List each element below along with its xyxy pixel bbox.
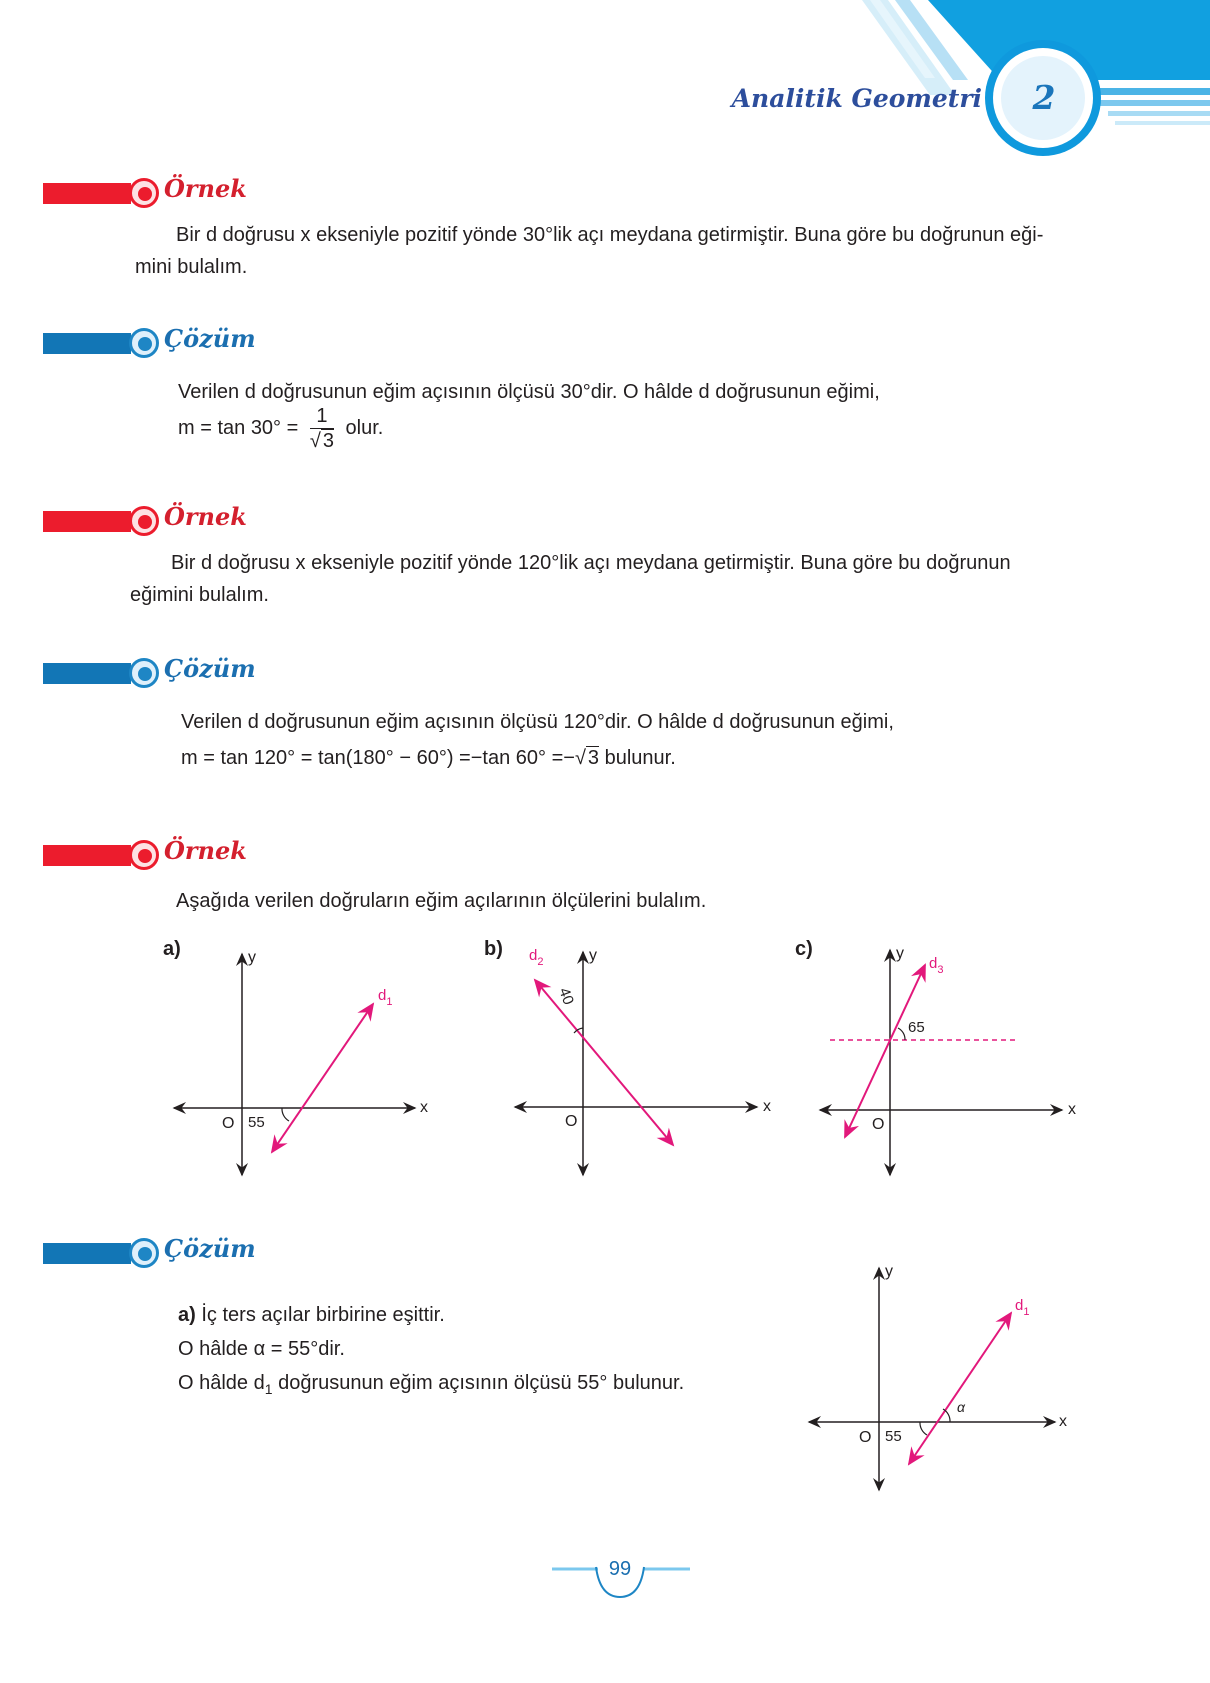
solution3-line2: O hâlde α = 55°dir. [178, 1338, 345, 1360]
angle-label: 55 [248, 1114, 265, 1131]
target-icon [129, 328, 159, 358]
y-axis-label: y [589, 947, 597, 964]
diagram-c-label: c) [795, 938, 813, 960]
solution-diagram [805, 1258, 1075, 1498]
diagram-a-label: a) [163, 938, 181, 960]
angle-label: 65 [908, 1019, 925, 1036]
section-label: Örnek [164, 836, 247, 865]
x-axis-label: x [763, 1098, 771, 1115]
header-title: Analitik Geometri [731, 84, 982, 113]
target-icon [129, 1238, 159, 1268]
line-label: $d_3$ [929, 955, 944, 976]
x-axis-label: x [1059, 1413, 1067, 1430]
origin-label: O [222, 1115, 235, 1132]
solution1-line1: Verilen d doğrusunun eğim açısının ölçüsü 30°dir. O hâlde d doğrusunun eğimi, [178, 381, 880, 403]
line-label: $d_1$ [378, 987, 393, 1008]
y-axis-label: y [896, 945, 904, 962]
example2-line2: eğimini bulalım. [130, 584, 269, 606]
alpha-label: α [957, 1399, 965, 1415]
line-label: $d_1$ [1015, 1297, 1030, 1318]
solution2-formula: m = tan 120° = tan(180° − 60°) =−tan 60° =−√ 3 bulunur. [181, 747, 676, 769]
example1-line1: Bir d doğrusu x ekseniyle pozitif yönde 30°lik açı meydana getirmiştir. Buna göre bu doğrunun eği- [176, 224, 1044, 246]
target-icon [129, 506, 159, 536]
y-axis-label: y [885, 1263, 893, 1280]
origin-label: O [872, 1116, 885, 1133]
solution1-formula: m = tan 30° = $\frac{1}{√ 3}$ olur. [178, 405, 384, 453]
diagram-b-label: b) [484, 938, 503, 960]
section-label: Çözüm [164, 324, 256, 353]
solution2-line1: Verilen d doğrusunun eğim açısının ölçüsü 120°dir. O hâlde d doğrusunun eğimi, [181, 711, 894, 733]
target-icon [129, 840, 159, 870]
section-label: Örnek [164, 502, 247, 531]
solution-header [43, 654, 303, 684]
angle-label: 40 [555, 985, 577, 1008]
page-number: 99 [608, 1558, 632, 1580]
angle-label: 55 [885, 1428, 902, 1445]
example1-line2: mini bulalım. [135, 256, 248, 278]
origin-label: O [565, 1113, 578, 1130]
solution3-line3: O hâlde $d_1$ doğrusunun eğim açısının ölçüsü 55° bulunur. [178, 1372, 685, 1397]
example-header [43, 836, 303, 866]
diagram-a [160, 940, 440, 1180]
solution3-line1: a) İç ters açılar birbirine eşittir. [178, 1304, 445, 1326]
example-header [43, 174, 303, 204]
solution-header [43, 324, 303, 354]
example-header [43, 502, 303, 532]
y-axis-label: y [248, 949, 256, 966]
solution-header [43, 1234, 303, 1264]
section-label: Çözüm [164, 1234, 256, 1263]
origin-label: O [859, 1429, 872, 1446]
diagram-c [812, 940, 1092, 1180]
target-icon [129, 658, 159, 688]
example2-line1: Bir d doğrusu x ekseniyle pozitif yönde 120°lik açı meydana getirmiştir. Buna göre bu doğrunun [171, 552, 1011, 574]
chapter-number: 2 [1032, 78, 1056, 117]
section-label: Örnek [164, 174, 247, 203]
target-icon [129, 178, 159, 208]
example3-line1: Aşağıda verilen doğruların eğim açılarının ölçülerini bulalım. [176, 890, 707, 912]
line-label: $d_2$ [529, 947, 544, 968]
section-label: Çözüm [164, 654, 256, 683]
x-axis-label: x [420, 1099, 428, 1116]
diagram-b [505, 940, 785, 1180]
x-axis-label: x [1068, 1101, 1076, 1118]
